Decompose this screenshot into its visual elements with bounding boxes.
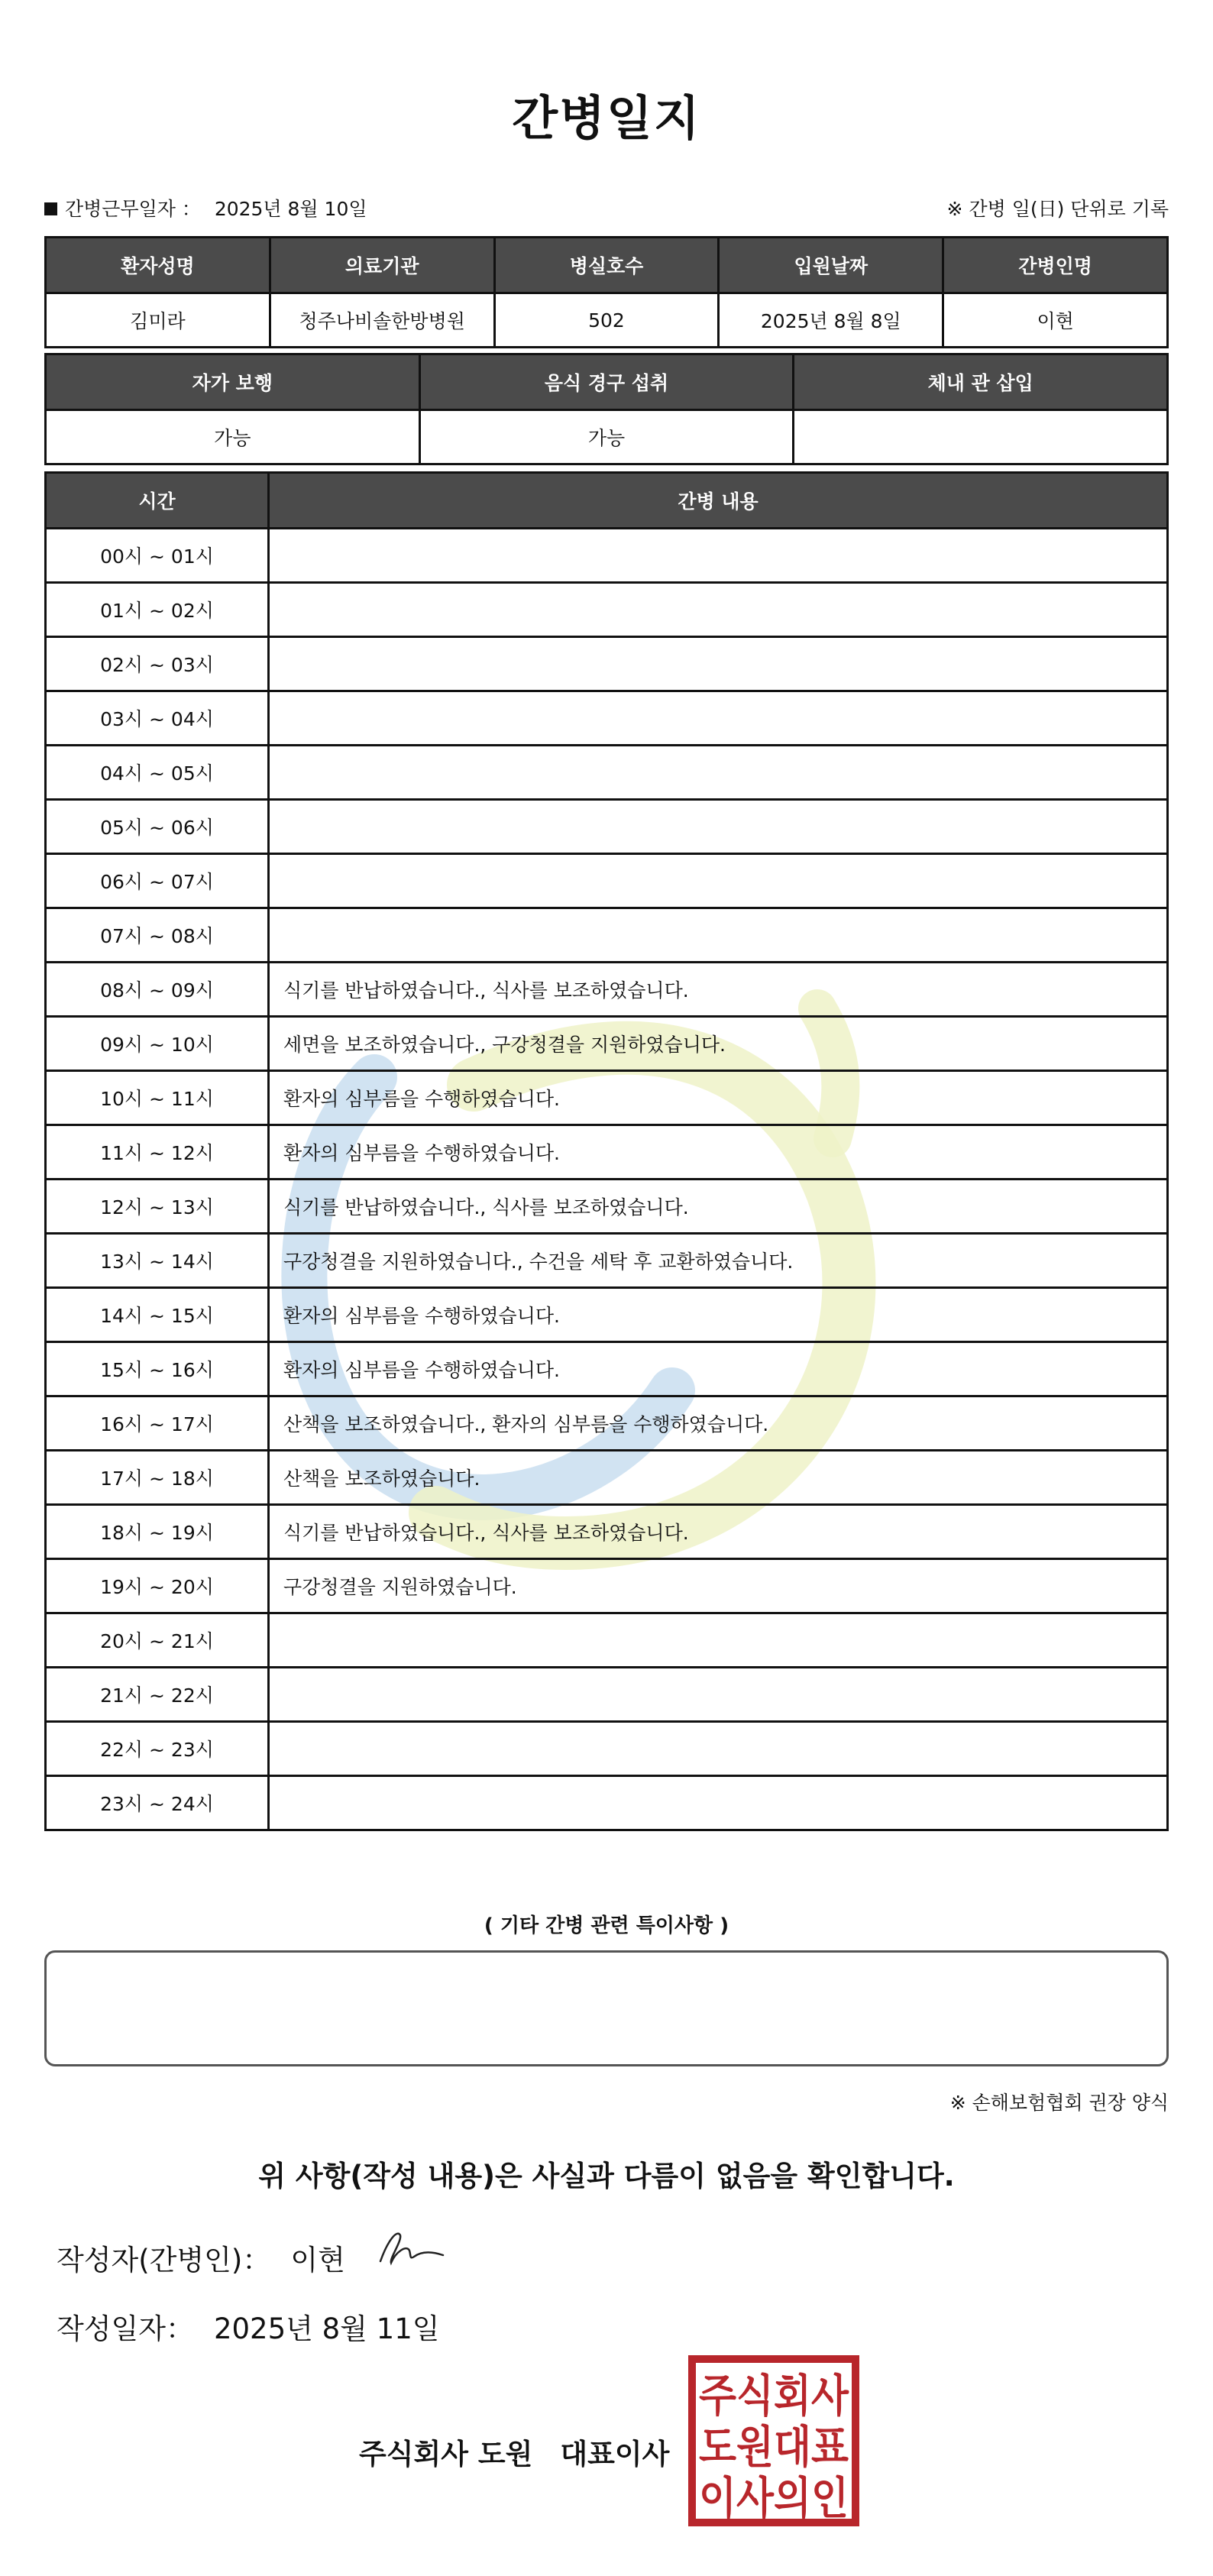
care-log-time: 18시 ~ 19시: [46, 1505, 269, 1559]
care-log-time: 00시 ~ 01시: [46, 529, 269, 583]
care-log-time: 04시 ~ 05시: [46, 746, 269, 800]
care-log-content: [269, 529, 1168, 583]
care-log-row: [46, 1396, 1168, 1451]
care-log-time: 14시 ~ 15시: [46, 1288, 269, 1342]
patient-name: 김미라: [46, 293, 270, 348]
tube-insertion-value: [794, 410, 1168, 464]
status-value-row: [46, 410, 1168, 464]
care-log-content: 산책을 보조하였습니다.: [269, 1451, 1168, 1505]
care-log-row: [46, 908, 1168, 963]
care-log-content: 환자의 심부름을 수행하였습니다.: [269, 1288, 1168, 1342]
care-log-row: [46, 691, 1168, 746]
care-log-time: 13시 ~ 14시: [46, 1234, 269, 1288]
care-log-content: [269, 746, 1168, 800]
author-line: [57, 2237, 345, 2278]
header-self-walking: 자가 보행: [46, 354, 420, 410]
care-log-content: [269, 637, 1168, 691]
work-date-value: 2025년 8월 10일: [214, 198, 367, 220]
seal-line-2: 도원대표: [699, 2421, 849, 2473]
care-log-time: 11시 ~ 12시: [46, 1125, 269, 1180]
care-log-row: [46, 1342, 1168, 1396]
care-log-content: [269, 583, 1168, 637]
header-hospital: 의료기관: [270, 238, 494, 293]
care-log-row: [46, 583, 1168, 637]
care-log-time: 17시 ~ 18시: [46, 1451, 269, 1505]
caregiver-name: 이현: [943, 293, 1168, 348]
care-log-row: [46, 746, 1168, 800]
special-notes-box: [44, 1950, 1169, 2066]
care-log-row: [46, 637, 1168, 691]
care-log-row: [46, 1234, 1168, 1288]
care-log-time: 20시 ~ 21시: [46, 1613, 269, 1668]
header-oral-intake: 음식 경구 섭취: [419, 354, 794, 410]
signature-image: [373, 2225, 449, 2270]
care-log-content: [269, 1776, 1168, 1830]
care-log-row: [46, 1288, 1168, 1342]
care-log-content: [269, 1668, 1168, 1722]
self-walking-value: 가능: [46, 410, 420, 464]
author-name: 이현: [290, 2244, 345, 2277]
header-caregiver-name: 간병인명: [943, 238, 1168, 293]
company-seal-stamp: [687, 2354, 860, 2527]
care-log-content: [269, 1722, 1168, 1776]
room-number: 502: [494, 293, 719, 348]
care-log-content: [269, 908, 1168, 963]
care-log-content: 환자의 심부름을 수행하였습니다.: [269, 1071, 1168, 1125]
special-notes-title: ( 기타 간병 관련 특이사항 ): [484, 1914, 729, 1937]
care-log-time: 22시 ~ 23시: [46, 1722, 269, 1776]
care-log-time: 23시 ~ 24시: [46, 1776, 269, 1830]
care-log-row: [46, 1180, 1168, 1234]
header-time: 시간: [46, 473, 269, 529]
patient-info-table: [44, 236, 1169, 348]
care-log-row: [46, 1505, 1168, 1559]
care-log-content: 구강청결을 지원하였습니다.: [269, 1559, 1168, 1613]
care-log-content: [269, 854, 1168, 908]
seal-line-3: 이사의인: [699, 2472, 849, 2524]
care-log-content: 환자의 심부름을 수행하였습니다.: [269, 1125, 1168, 1180]
care-log-header-row: [46, 473, 1168, 529]
care-log-content: [269, 1613, 1168, 1668]
care-log-time: 03시 ~ 04시: [46, 691, 269, 746]
header-patient-name: 환자성명: [46, 238, 270, 293]
care-log-time: 16시 ~ 17시: [46, 1396, 269, 1451]
care-log-time: 01시 ~ 02시: [46, 583, 269, 637]
care-log-content: 식기를 반납하였습니다., 식사를 보조하였습니다.: [269, 1505, 1168, 1559]
company-line: [359, 2431, 669, 2472]
admission-date: 2025년 8월 8일: [719, 293, 943, 348]
care-log-row: [46, 963, 1168, 1017]
care-log-time: 07시 ~ 08시: [46, 908, 269, 963]
care-log-content: 식기를 반납하였습니다., 식사를 보조하였습니다.: [269, 963, 1168, 1017]
care-log-row: [46, 1559, 1168, 1613]
care-log-time: 02시 ~ 03시: [46, 637, 269, 691]
patient-info-value-row: [46, 293, 1168, 348]
care-log-time: 19시 ~ 20시: [46, 1559, 269, 1613]
work-date-label: 간병근무일자 ：: [65, 198, 201, 220]
header-admission-date: 입원날짜: [719, 238, 943, 293]
care-log-time: 10시 ~ 11시: [46, 1071, 269, 1125]
patient-status-table: [44, 353, 1169, 465]
care-log-row: [46, 1776, 1168, 1830]
written-date-line: [57, 2306, 440, 2347]
care-log-content: 식기를 반납하였습니다., 식사를 보조하였습니다.: [269, 1180, 1168, 1234]
care-log-row: [46, 1722, 1168, 1776]
care-log-row: [46, 1017, 1168, 1071]
care-log-content: [269, 800, 1168, 854]
care-log-time: 09시 ~ 10시: [46, 1017, 269, 1071]
written-date-label: 작성일자：: [57, 2312, 194, 2345]
care-log-content: [269, 691, 1168, 746]
care-log-row: [46, 1451, 1168, 1505]
care-log-content: 구강청결을 지원하였습니다., 수건을 세탁 후 교환하였습니다.: [269, 1234, 1168, 1288]
care-log-row: [46, 1071, 1168, 1125]
header-tube-insertion: 체내 관 삽입: [794, 354, 1168, 410]
care-log-time: 08시 ~ 09시: [46, 963, 269, 1017]
care-log-time: 05시 ~ 06시: [46, 800, 269, 854]
company-name: 주식회사 도원: [359, 2438, 533, 2471]
oral-intake-value: 가능: [419, 410, 794, 464]
care-log-row: [46, 1125, 1168, 1180]
seal-line-1: 주식회사: [699, 2370, 849, 2422]
care-log-time: 15시 ~ 16시: [46, 1342, 269, 1396]
care-log-content: 산책을 보조하였습니다., 환자의 심부름을 수행하였습니다.: [269, 1396, 1168, 1451]
work-date-line: [44, 194, 367, 222]
care-log-content: 환자의 심부름을 수행하였습니다.: [269, 1342, 1168, 1396]
form-note: ※ 손해보험협회 권장 양식: [949, 2092, 1169, 2114]
care-log-row: [46, 1613, 1168, 1668]
care-log-row: [46, 854, 1168, 908]
representative-title: 대표이사: [560, 2438, 670, 2471]
header-care-content: 간병 내용: [269, 473, 1168, 529]
care-log-row: [46, 1668, 1168, 1722]
hospital-name: 청주나비솔한방병원: [270, 293, 494, 348]
care-log-time: 12시 ~ 13시: [46, 1180, 269, 1234]
care-log-time: 06시 ~ 07시: [46, 854, 269, 908]
page-title: 간병일지: [512, 90, 701, 146]
status-header-row: [46, 354, 1168, 410]
header-room-number: 병실호수: [494, 238, 719, 293]
confirmation-statement: 위 사항(작성 내용)은 사실과 다름이 없음을 확인합니다.: [258, 2160, 955, 2193]
patient-info-header-row: [46, 238, 1168, 293]
care-log-table: [44, 471, 1169, 1831]
care-log-time: 21시 ~ 22시: [46, 1668, 269, 1722]
unit-note: ※ 간병 일(日) 단위로 기록: [946, 198, 1169, 220]
author-label: 작성자(간병인)：: [57, 2244, 271, 2277]
square-bullet-icon: [44, 202, 57, 215]
care-log-content: 세면을 보조하였습니다., 구강청결을 지원하였습니다.: [269, 1017, 1168, 1071]
care-log-row: [46, 529, 1168, 583]
written-date-value: 2025년 8월 11일: [213, 2312, 440, 2345]
care-log-row: [46, 800, 1168, 854]
